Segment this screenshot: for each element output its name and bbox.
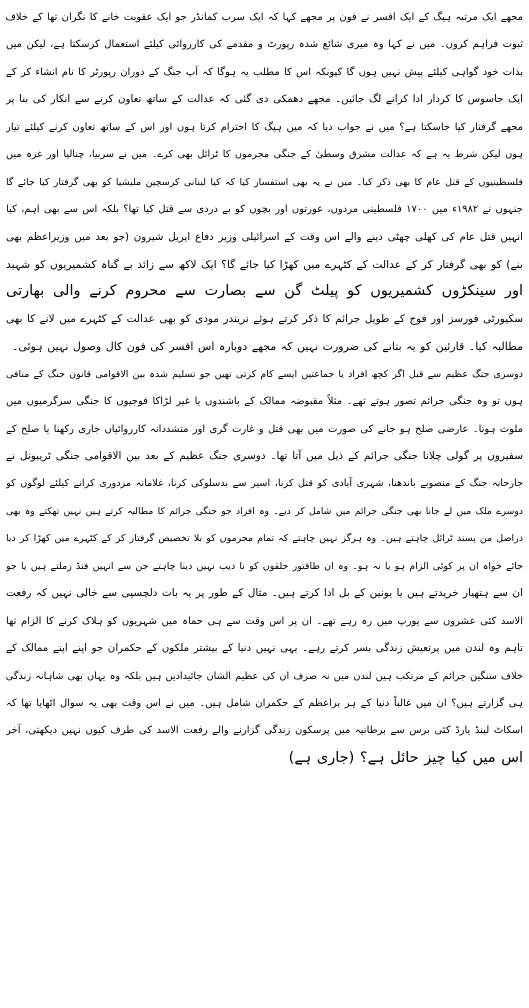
text-line: سفیروں پر گولی چلانا جنگی جرائم کے ذیل میں آتا تھا۔ دوسری جنگ عظیم کے بعد بین الاقوامی جنگی ٹریبونل نے (6, 450, 523, 462)
text-line: ثبوت فراہم کروں۔ میں نے کہا وہ میری شائع شدہ رپورٹ و مقدمے کی کارروائی کیلئے استعمال کرسکتا ہے، لیکن میں (6, 39, 523, 51)
text-line: الاسد کئی عشروں سے یورپ میں رہ رہے تھے۔ ان پر اس وقت سے ہی حماہ میں شہریوں کو ہلاک کرنے کا الزام تھا (6, 615, 523, 627)
text-line: بذات خود گواہی کیلئے پیش نہیں ہوں گا کیونکہ اس کا مطلب یہ ہوگا کہ آپ جنگ کے دوران رپورٹر کا نام انشاء کر کے (6, 66, 523, 78)
text-line: دوسری جنگ عظیم سے قبل اگر کچھ افراد یا جماعتیں ایسے کام کرتی تھیں جو تسلیم شدہ بین الاقوامی قانون جنگ کے منافی (6, 368, 523, 380)
text-line: سکیورٹی فورسز اور فوج کے طویل جرائم کا ذکر کرتے ہوئے نریندر مودی کو بھی عدالت کے کٹہرے میں لانے کا بھی (6, 312, 523, 325)
text-line: تاہم وہ لندن میں پرتعیش زندگی بسر کرتے رہے۔ یہی نہیں دنیا کے بیشتر ملکوں کے حکمران جو اپنے اپنے ممالک کے (6, 642, 523, 655)
text-line: فلسطینیوں کے قتل عام کا بھی ذکر کیا۔ میں نے یہ بھی استفسار کیا کہ کیا لبنانی کرسچین ملیشیا کو بھی گرفتار کیا جائے گا (6, 176, 523, 188)
text-line: ہوں تو وہ جنگی جرائم تصور ہوتے تھے۔ مثلاً مقبوضہ ممالک کے باشندوں یا غیر لڑاکا فوجیوں کا جنگی سرگرمیوں میں (6, 396, 523, 408)
text-line: اس میں کیا چیز حائل ہے؟ (جاری ہے) (288, 749, 523, 766)
text-line: جائے خواہ ان پر کوئی الزام ہو یا نہ ہو۔ وہ ان طاقتور حلقوں کو نا دیب نہیں دینا چاہتے جن سے انہیں فنڈ زملتے ہیں یا جو (6, 560, 523, 572)
text-line: اور سینکڑوں کشمیریوں کو پیلٹ گن سے بصارت سے محروم کرنے والی بھارتی (6, 283, 523, 300)
text-line: ایک جاسوس کا کردار ادا کرانے لگ جائیں۔ مجھے دھمکی دی گئی کہ عدالت کے ساتھ تعاون کرنے سے انکار کی بنا پر (6, 93, 523, 106)
text-line: ملوث ہونا۔ عارضی صلح ہو جانے کی صورت میں بھی قتل و غارت گری اور متشددانہ کارروائیاں جاری رکھنا یا صلح کے (6, 423, 523, 435)
text-line: مطالبہ کیا۔ قارئین کو یہ بتانے کی ضرورت نہیں کہ مجھے دوبارہ اس افسر کی فون کال وصول نہیں ہوئی۔ (11, 340, 523, 354)
text-line: ان سے ہتھیار خریدتے ہیں یا یونین کے بل ادا کرتے ہیں۔ مثال کے طور پر یہ بات دلچسپی سے خالی نہیں کہ رفعت (6, 587, 523, 600)
text-line: خلاف سنگین جرائم کے مرتکب ہیں لندن میں نہ صرف ان کی عظیم الشان جائیدادیں ہیں بلکہ وہ یہاں بھی شاہانہ زندگی (6, 670, 523, 682)
text-line: جنہوں نے ۱۹۸۲ء میں ۱۷۰۰ فلسطینی مردوں، عورتوں اور بچوں کو بے دردی سے قتل کیا تھا؟ بلکہ اس سے بھی اہم، کیا (6, 204, 523, 216)
text-line: ہی گزارتے ہیں؟ ان میں غالباً دنیا کے ہر براعظم کے حکمران شامل ہیں۔ میں نے اس وقت بھی یہ سوال اٹھایا تھا کہ (6, 697, 523, 709)
text-line: اسکاٹ لینڈ یارڈ کئی برس سے برطانیہ میں پرسکون زندگی گزارنے والے رفعت الاسد کی طرف کیوں نہیں دیکھتی، آخر (6, 725, 523, 737)
text-line: دراصل من پسند ٹرائل چاہتے ہیں۔ وہ ہرگز نہیں چاہتے کہ تمام مجرموں کو بلا تخصیص گرفتار کر کے کٹہرے میں کھڑا کر دیا (6, 533, 523, 545)
text-line: دوسرے ملک میں لے جانا بھی جنگی جرائم میں شامل کر دیے۔ وہ افراد جو جنگی جرائم کا مطالبہ کرتے ہیں نہیں تھکتے وہ بھی (6, 505, 523, 517)
text-line: جارحانہ جنگ کے منصوبے باندھنا، شہری آبادی کو قتل کرنا، اسیر سے بدسلوکی کرنا، غلامانہ مزدوری کرانے کیلئے لوگوں کو (6, 478, 523, 490)
text-line: مجھے ایک مرتبہ ہیگ کے ایک افسر نے فون پر مجھے کہا کہ ایک سرب کمانڈر جو ایک عقوبت خانے کا نگران تھا کے خلاف (6, 12, 523, 23)
text-line: ہوں لیکن شرط یہ ہے کہ عدالت مشرق وسطیٰ کے جنگی مجرموں کا ٹرائل بھی کرے۔ میں نے سربیا، چنالیا اور غزہ میں (6, 149, 523, 161)
text-line: بنے) کو بھی گرفتار کر کے عدالت کے کٹہرے میں کھڑا کیا جائے گا؟ ایک لاکھ سے زائد بے گناہ کشمیریوں کو شہید (6, 257, 523, 271)
text-line: مجھے گرفتار کیا جاسکتا ہے؟ میں نے جواب دیا کہ میں ہیگ کا احترام کرتا ہوں اور اس کے ساتھ تعاون کرنے کیلئے تیار (6, 121, 523, 133)
text-line: انہیں قتل عام کی کھلی چھٹی دینے والے اس وقت کے اسرائیلی وزیر دفاع ایریل شیرون (جو بعد میں وزیراعظم بھی (6, 230, 523, 243)
